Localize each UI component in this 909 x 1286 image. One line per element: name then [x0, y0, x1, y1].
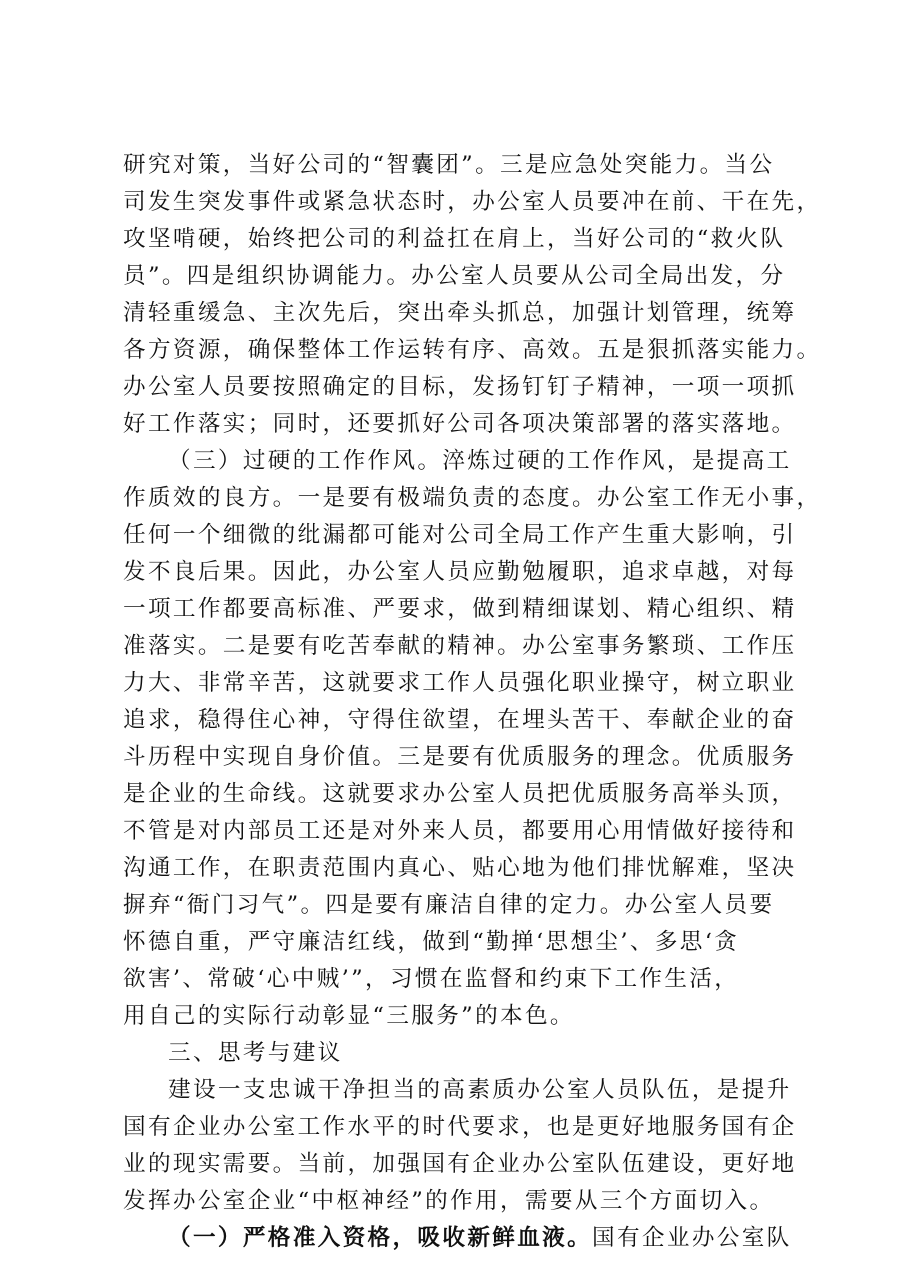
body-text-line: 摒弃“衙门习气”。四是要有廉洁自律的定力。办公室人员要 — [123, 892, 775, 918]
body-text-fragment: 国有企业办公室队 — [592, 1225, 792, 1251]
body-text-line: 是企业的生命线。这就要求办公室人员把优质服务高举头顶， — [123, 781, 797, 807]
body-text-line: 用自己的实际行动彰显“三服务”的本色。 — [123, 1003, 575, 1029]
body-text-line: 好工作落实；同时，还要抓好公司各项决策部署的落实落地。 — [123, 411, 797, 437]
body-text-line: 司发生突发事件或紧急状态时，办公室人员要冲在前、干在先， — [123, 189, 822, 215]
body-text-line: 发不良后果。因此，办公室人员应勤勉履职，追求卓越，对每 — [123, 559, 797, 585]
body-text-line: 力大、非常辛苦，这就要求工作人员强化职业操守，树立职业 — [123, 670, 797, 696]
body-text-line: 攻坚啃硬，始终把公司的利益扛在肩上，当好公司的“救火队 — [123, 226, 786, 252]
body-text-line: 各方资源，确保整体工作运转有序、高效。五是狠抓落实能力。 — [123, 337, 822, 363]
section-heading: 三、思考与建议 — [168, 1040, 343, 1066]
body-text-line: 国有企业办公室工作水平的时代要求，也是更好地服务国有企 — [123, 1114, 797, 1140]
body-text-line: 欲害’、常破‘心中贼’”，习惯在监督和约束下工作生活， — [123, 966, 740, 992]
body-text-line: 任何一个细微的纰漏都可能对公司全局工作产生重大影响，引 — [123, 522, 797, 548]
body-text-line: 清轻重缓急、主次先后，突出牵头抓总，加强计划管理，统筹 — [123, 300, 797, 326]
subsection-paragraph-start — [168, 1220, 858, 1256]
body-text-line: 准落实。二是要有吃苦奉献的精神。办公室事务繁琐、工作压 — [123, 633, 797, 659]
body-text-line: 发挥办公室企业“中枢神经”的作用，需要从三个方面切入。 — [123, 1188, 775, 1214]
section-paragraph-start: （三）过硬的工作作风。淬炼过硬的工作作风，是提高工 — [168, 448, 792, 474]
body-text-line: 员”。四是组织协调能力。办公室人员要从公司全局出发，分 — [123, 263, 786, 289]
body-text-line: 怀德自重，严守廉洁红线，做到“勤掸‘思想尘’、多思‘贪 — [123, 929, 740, 955]
body-text-line: 斗历程中实现自身价值。三是要有优质服务的理念。优质服务 — [123, 744, 797, 770]
body-text-line: 研究对策，当好公司的“智囊团”。三是应急处突能力。当公 — [123, 152, 775, 178]
body-text-line: 建设一支忠诚干净担当的高素质办公室人员队伍，是提升 — [168, 1077, 792, 1103]
body-text-line: 办公室人员要按照确定的目标，发扬钉钉子精神，一项一项抓 — [123, 374, 797, 400]
body-text-line: 作质效的良方。一是要有极端负责的态度。办公室工作无小事， — [123, 485, 822, 511]
body-text-line: 业的现实需要。当前，加强国有企业办公室队伍建设，更好地 — [123, 1151, 797, 1177]
subsection-heading: （一）严格准入资格，吸收新鲜血液。 — [168, 1225, 593, 1251]
body-text-line: 一项工作都要高标准、严要求，做到精细谋划、精心组织、精 — [123, 596, 797, 622]
body-text-line: 不管是对内部员工还是对外来人员，都要用心用情做好接待和 — [123, 818, 797, 844]
body-text-line: 追求，稳得住心神，守得住欲望，在埋头苦干、奉献企业的奋 — [123, 707, 797, 733]
body-text-line: 沟通工作，在职责范围内真心、贴心地为他们排忧解难，坚决 — [123, 855, 797, 881]
